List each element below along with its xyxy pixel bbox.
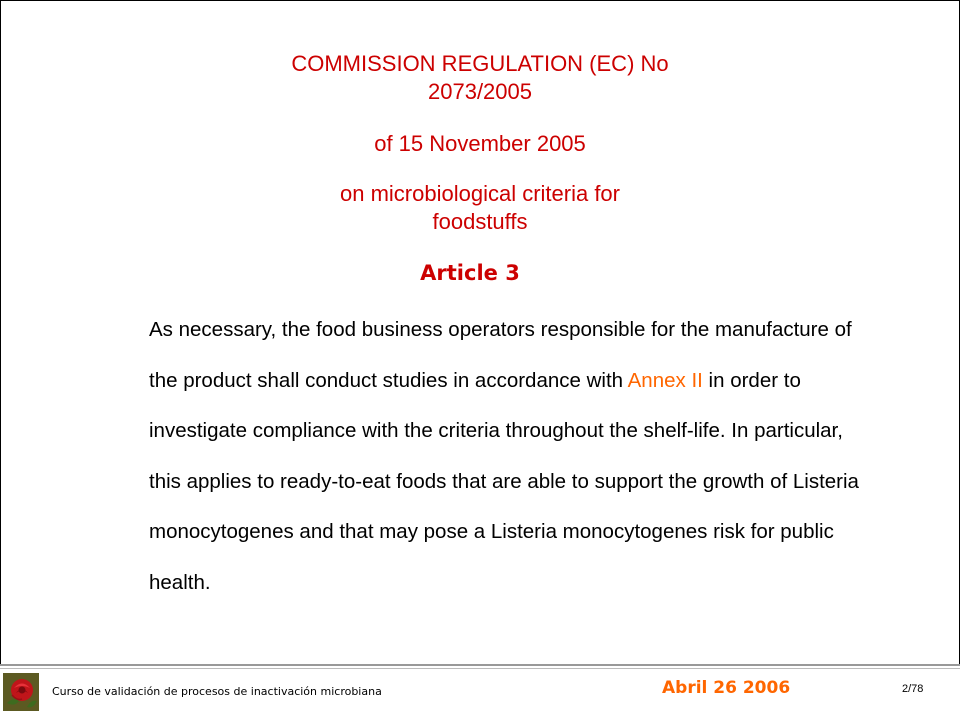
regulation-title bbox=[0, 50, 960, 106]
subject-line-1: on microbiological criteria for bbox=[340, 181, 620, 206]
rose-icon bbox=[3, 673, 39, 711]
footer-date: Abril 26 2006 bbox=[662, 678, 791, 698]
article-body bbox=[149, 305, 879, 608]
course-name: Curso de validación de procesos de inactivación microbiana bbox=[52, 685, 382, 698]
footer-divider bbox=[0, 664, 960, 666]
regulation-date: of 15 November 2005 bbox=[374, 131, 586, 156]
article-text-part-1: As necessary, the food business operators responsible for the manufacture of the product shall conduct studies in accordance with bbox=[149, 318, 852, 392]
regulation-subject bbox=[0, 180, 960, 236]
page-number: 2/78 bbox=[902, 683, 924, 695]
article-heading: Article 3 bbox=[420, 261, 520, 285]
subject-line-2: foodstuffs bbox=[432, 209, 528, 234]
article-text-part-2: in order to investigate compliance with the criteria throughout the shelf-life. In particular, this applies to ready-to-eat foods that are able to support the growth of Listeria monocytogenes and that may pose a Listeria monocytogenes risk for public health. bbox=[149, 368, 859, 594]
title-line-2: 2073/2005 bbox=[428, 79, 532, 104]
title-line-1: COMMISSION REGULATION (EC) No bbox=[291, 51, 669, 76]
annex-ii-link[interactable]: Annex II bbox=[627, 368, 703, 392]
footer-divider-thin bbox=[0, 668, 960, 669]
